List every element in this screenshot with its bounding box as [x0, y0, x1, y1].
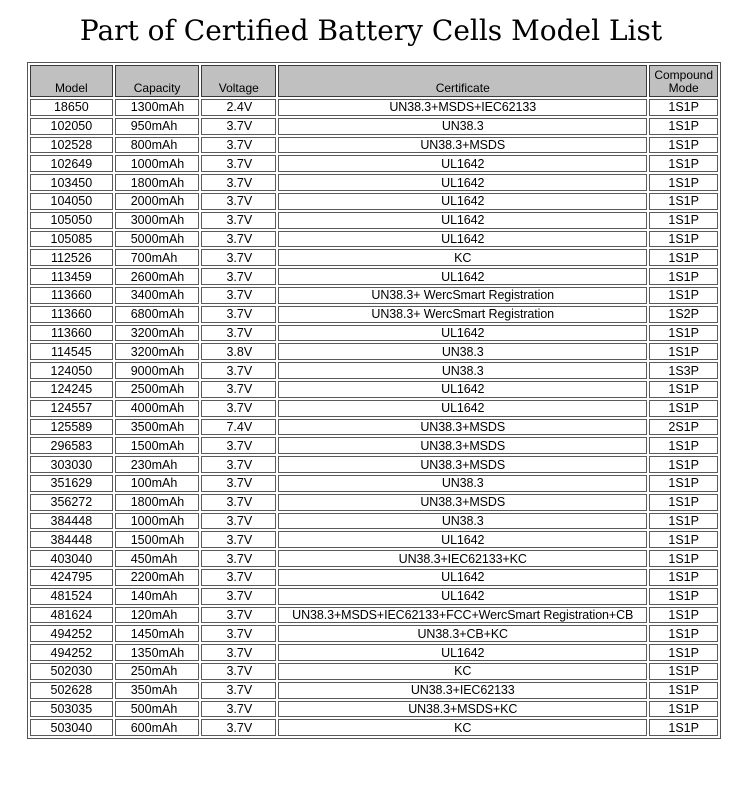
cell-voltage: 3.7V	[201, 381, 276, 398]
cell-voltage: 3.7V	[201, 400, 276, 417]
cell-voltage: 2.4V	[201, 99, 276, 116]
cell-compound-mode: 1S1P	[649, 137, 718, 154]
cell-capacity: 3500mAh	[115, 419, 200, 436]
table-row	[30, 625, 718, 642]
cell-capacity: 3200mAh	[115, 343, 200, 360]
cell-capacity: 600mAh	[115, 719, 200, 736]
cell-voltage: 3.7V	[201, 663, 276, 680]
cell-model: 112526	[30, 249, 113, 266]
cell-certificate: UL1642	[278, 588, 647, 605]
cell-compound-mode: 1S1P	[649, 701, 718, 718]
cell-compound-mode: 1S1P	[649, 155, 718, 172]
table-row	[30, 607, 718, 624]
cell-capacity: 1300mAh	[115, 99, 200, 116]
cell-certificate: KC	[278, 719, 647, 736]
cell-model: 104050	[30, 193, 113, 210]
cell-certificate: UN38.3	[278, 343, 647, 360]
cell-voltage: 3.7V	[201, 701, 276, 718]
header-voltage: Voltage	[201, 65, 276, 97]
cell-model: 124050	[30, 362, 113, 379]
cell-certificate: UL1642	[278, 268, 647, 285]
cell-capacity: 1500mAh	[115, 531, 200, 548]
cell-model: 113459	[30, 268, 113, 285]
table-row	[30, 212, 718, 229]
cell-certificate: UL1642	[278, 155, 647, 172]
cell-compound-mode: 2S1P	[649, 419, 718, 436]
cell-capacity: 700mAh	[115, 249, 200, 266]
cell-compound-mode: 1S1P	[649, 231, 718, 248]
cell-model: 113660	[30, 306, 113, 323]
cell-model: 503035	[30, 701, 113, 718]
cell-capacity: 140mAh	[115, 588, 200, 605]
cell-voltage: 3.7V	[201, 588, 276, 605]
cell-certificate: UL1642	[278, 400, 647, 417]
cell-certificate: UN38.3+MSDS+KC	[278, 701, 647, 718]
table-row	[30, 118, 718, 135]
cell-certificate: UN38.3+MSDS	[278, 419, 647, 436]
cell-voltage: 3.7V	[201, 531, 276, 548]
cell-model: 356272	[30, 494, 113, 511]
cell-model: 18650	[30, 99, 113, 116]
cell-certificate: UL1642	[278, 193, 647, 210]
cell-voltage: 3.7V	[201, 155, 276, 172]
cell-model: 481624	[30, 607, 113, 624]
table-row	[30, 362, 718, 379]
cell-compound-mode: 1S1P	[649, 249, 718, 266]
table-row	[30, 719, 718, 736]
cell-capacity: 2600mAh	[115, 268, 200, 285]
table-row	[30, 99, 718, 116]
cell-model: 113660	[30, 325, 113, 342]
cell-certificate: UL1642	[278, 325, 647, 342]
table-row	[30, 701, 718, 718]
table-row	[30, 231, 718, 248]
cell-compound-mode: 1S1P	[649, 174, 718, 191]
battery-model-table	[27, 62, 721, 739]
cell-capacity: 1800mAh	[115, 494, 200, 511]
header-compound-mode-line2: Mode	[668, 81, 699, 95]
cell-compound-mode: 1S1P	[649, 682, 718, 699]
table-row	[30, 325, 718, 342]
table-row	[30, 400, 718, 417]
cell-capacity: 2000mAh	[115, 193, 200, 210]
cell-capacity: 3400mAh	[115, 287, 200, 304]
cell-certificate: UN38.3	[278, 475, 647, 492]
table-row	[30, 550, 718, 567]
cell-voltage: 3.7V	[201, 306, 276, 323]
cell-compound-mode: 1S1P	[649, 588, 718, 605]
cell-certificate: UN38.3+MSDS+IEC62133	[278, 99, 647, 116]
cell-model: 481524	[30, 588, 113, 605]
cell-model: 102528	[30, 137, 113, 154]
cell-capacity: 5000mAh	[115, 231, 200, 248]
cell-capacity: 950mAh	[115, 118, 200, 135]
cell-certificate: UN38.3+MSDS	[278, 137, 647, 154]
cell-capacity: 1800mAh	[115, 174, 200, 191]
table-row	[30, 437, 718, 454]
cell-certificate: UN38.3+MSDS	[278, 456, 647, 473]
cell-voltage: 3.7V	[201, 437, 276, 454]
cell-certificate: KC	[278, 249, 647, 266]
cell-certificate: UN38.3+MSDS+IEC62133+FCC+WercSmart Registration+CB	[278, 607, 647, 624]
table-row	[30, 155, 718, 172]
table-row	[30, 287, 718, 304]
cell-capacity: 1500mAh	[115, 437, 200, 454]
cell-voltage: 3.7V	[201, 193, 276, 210]
cell-model: 114545	[30, 343, 113, 360]
cell-compound-mode: 1S1P	[649, 607, 718, 624]
cell-capacity: 9000mAh	[115, 362, 200, 379]
table-row	[30, 174, 718, 191]
cell-certificate: UL1642	[278, 174, 647, 191]
cell-compound-mode: 1S1P	[649, 719, 718, 736]
cell-voltage: 3.7V	[201, 212, 276, 229]
cell-model: 102649	[30, 155, 113, 172]
cell-compound-mode: 1S1P	[649, 625, 718, 642]
table-row	[30, 137, 718, 154]
cell-capacity: 1450mAh	[115, 625, 200, 642]
cell-voltage: 3.7V	[201, 174, 276, 191]
cell-voltage: 3.7V	[201, 137, 276, 154]
cell-certificate: UL1642	[278, 381, 647, 398]
cell-voltage: 7.4V	[201, 419, 276, 436]
cell-compound-mode: 1S1P	[649, 531, 718, 548]
header-capacity: Capacity	[115, 65, 200, 97]
cell-capacity: 4000mAh	[115, 400, 200, 417]
table-row	[30, 682, 718, 699]
cell-compound-mode: 1S1P	[649, 550, 718, 567]
cell-model: 124245	[30, 381, 113, 398]
table-body	[30, 99, 718, 736]
cell-capacity: 100mAh	[115, 475, 200, 492]
cell-model: 494252	[30, 625, 113, 642]
header-compound-mode-line1: Compound	[654, 68, 714, 82]
cell-compound-mode: 1S1P	[649, 494, 718, 511]
cell-compound-mode: 1S1P	[649, 193, 718, 210]
table-row	[30, 663, 718, 680]
cell-capacity: 1350mAh	[115, 644, 200, 661]
table-row	[30, 381, 718, 398]
table-row	[30, 531, 718, 548]
cell-voltage: 3.7V	[201, 682, 276, 699]
table-header-row	[30, 65, 718, 97]
cell-certificate: UN38.3+IEC62133	[278, 682, 647, 699]
cell-model: 502628	[30, 682, 113, 699]
cell-voltage: 3.7V	[201, 118, 276, 135]
cell-model: 384448	[30, 513, 113, 530]
cell-voltage: 3.7V	[201, 607, 276, 624]
cell-capacity: 1000mAh	[115, 155, 200, 172]
cell-certificate: UN38.3	[278, 118, 647, 135]
cell-compound-mode: 1S1P	[649, 437, 718, 454]
cell-model: 351629	[30, 475, 113, 492]
cell-certificate: UL1642	[278, 569, 647, 586]
cell-model: 494252	[30, 644, 113, 661]
cell-compound-mode: 1S1P	[649, 287, 718, 304]
table-row	[30, 475, 718, 492]
cell-certificate: UN38.3+MSDS	[278, 494, 647, 511]
cell-capacity: 3000mAh	[115, 212, 200, 229]
table-row	[30, 343, 718, 360]
cell-capacity: 3200mAh	[115, 325, 200, 342]
cell-capacity: 1000mAh	[115, 513, 200, 530]
cell-certificate: UL1642	[278, 231, 647, 248]
cell-voltage: 3.7V	[201, 287, 276, 304]
cell-certificate: UN38.3+MSDS	[278, 437, 647, 454]
cell-voltage: 3.7V	[201, 249, 276, 266]
cell-compound-mode: 1S1P	[649, 400, 718, 417]
cell-compound-mode: 1S1P	[649, 381, 718, 398]
cell-voltage: 3.7V	[201, 456, 276, 473]
cell-model: 124557	[30, 400, 113, 417]
cell-compound-mode: 1S1P	[649, 325, 718, 342]
cell-certificate: UN38.3	[278, 362, 647, 379]
table-row	[30, 193, 718, 210]
cell-compound-mode: 1S1P	[649, 663, 718, 680]
cell-voltage: 3.7V	[201, 268, 276, 285]
cell-certificate: UN38.3+ WercSmart Registration	[278, 306, 647, 323]
cell-capacity: 350mAh	[115, 682, 200, 699]
table-row	[30, 306, 718, 323]
cell-voltage: 3.7V	[201, 231, 276, 248]
cell-voltage: 3.7V	[201, 513, 276, 530]
cell-compound-mode: 1S1P	[649, 268, 718, 285]
page-title: Part of Certified Battery Cells Model List	[79, 14, 663, 47]
cell-model: 424795	[30, 569, 113, 586]
table-row	[30, 249, 718, 266]
cell-compound-mode: 1S1P	[649, 569, 718, 586]
cell-capacity: 230mAh	[115, 456, 200, 473]
cell-capacity: 6800mAh	[115, 306, 200, 323]
cell-voltage: 3.7V	[201, 494, 276, 511]
header-certificate: Certificate	[278, 65, 647, 97]
cell-voltage: 3.7V	[201, 625, 276, 642]
cell-voltage: 3.7V	[201, 644, 276, 661]
cell-compound-mode: 1S1P	[649, 644, 718, 661]
cell-model: 103450	[30, 174, 113, 191]
cell-compound-mode: 1S1P	[649, 118, 718, 135]
cell-certificate: KC	[278, 663, 647, 680]
cell-model: 125589	[30, 419, 113, 436]
cell-voltage: 3.7V	[201, 550, 276, 567]
cell-certificate: UL1642	[278, 212, 647, 229]
cell-model: 296583	[30, 437, 113, 454]
cell-voltage: 3.8V	[201, 343, 276, 360]
cell-voltage: 3.7V	[201, 325, 276, 342]
cell-certificate: UN38.3+ WercSmart Registration	[278, 287, 647, 304]
cell-model: 105050	[30, 212, 113, 229]
battery-model-table-container	[27, 62, 721, 774]
table-row	[30, 268, 718, 285]
cell-compound-mode: 1S1P	[649, 212, 718, 229]
table-row	[30, 569, 718, 586]
cell-capacity: 2500mAh	[115, 381, 200, 398]
table-row	[30, 513, 718, 530]
cell-capacity: 500mAh	[115, 701, 200, 718]
cell-model: 102050	[30, 118, 113, 135]
table-row	[30, 456, 718, 473]
cell-certificate: UL1642	[278, 531, 647, 548]
cell-compound-mode: 1S1P	[649, 99, 718, 116]
cell-compound-mode: 1S2P	[649, 306, 718, 323]
cell-model: 113660	[30, 287, 113, 304]
cell-model: 384448	[30, 531, 113, 548]
cell-compound-mode: 1S1P	[649, 513, 718, 530]
cell-capacity: 250mAh	[115, 663, 200, 680]
cell-voltage: 3.7V	[201, 362, 276, 379]
cell-voltage: 3.7V	[201, 719, 276, 736]
cell-compound-mode: 1S1P	[649, 343, 718, 360]
cell-certificate: UN38.3	[278, 513, 647, 530]
table-row	[30, 419, 718, 436]
cell-certificate: UN38.3+CB+KC	[278, 625, 647, 642]
cell-model: 502030	[30, 663, 113, 680]
cell-model: 503040	[30, 719, 113, 736]
cell-capacity: 120mAh	[115, 607, 200, 624]
table-row	[30, 588, 718, 605]
cell-certificate: UN38.3+IEC62133+KC	[278, 550, 647, 567]
cell-certificate: UL1642	[278, 644, 647, 661]
cell-compound-mode: 1S3P	[649, 362, 718, 379]
table-row	[30, 494, 718, 511]
header-compound-mode	[649, 65, 718, 97]
table-row	[30, 644, 718, 661]
cell-model: 303030	[30, 456, 113, 473]
cell-model: 105085	[30, 231, 113, 248]
cell-compound-mode: 1S1P	[649, 456, 718, 473]
header-model: Model	[30, 65, 113, 97]
cell-compound-mode: 1S1P	[649, 475, 718, 492]
cell-voltage: 3.7V	[201, 569, 276, 586]
cell-voltage: 3.7V	[201, 475, 276, 492]
cell-capacity: 450mAh	[115, 550, 200, 567]
cell-model: 403040	[30, 550, 113, 567]
cell-capacity: 2200mAh	[115, 569, 200, 586]
cell-capacity: 800mAh	[115, 137, 200, 154]
